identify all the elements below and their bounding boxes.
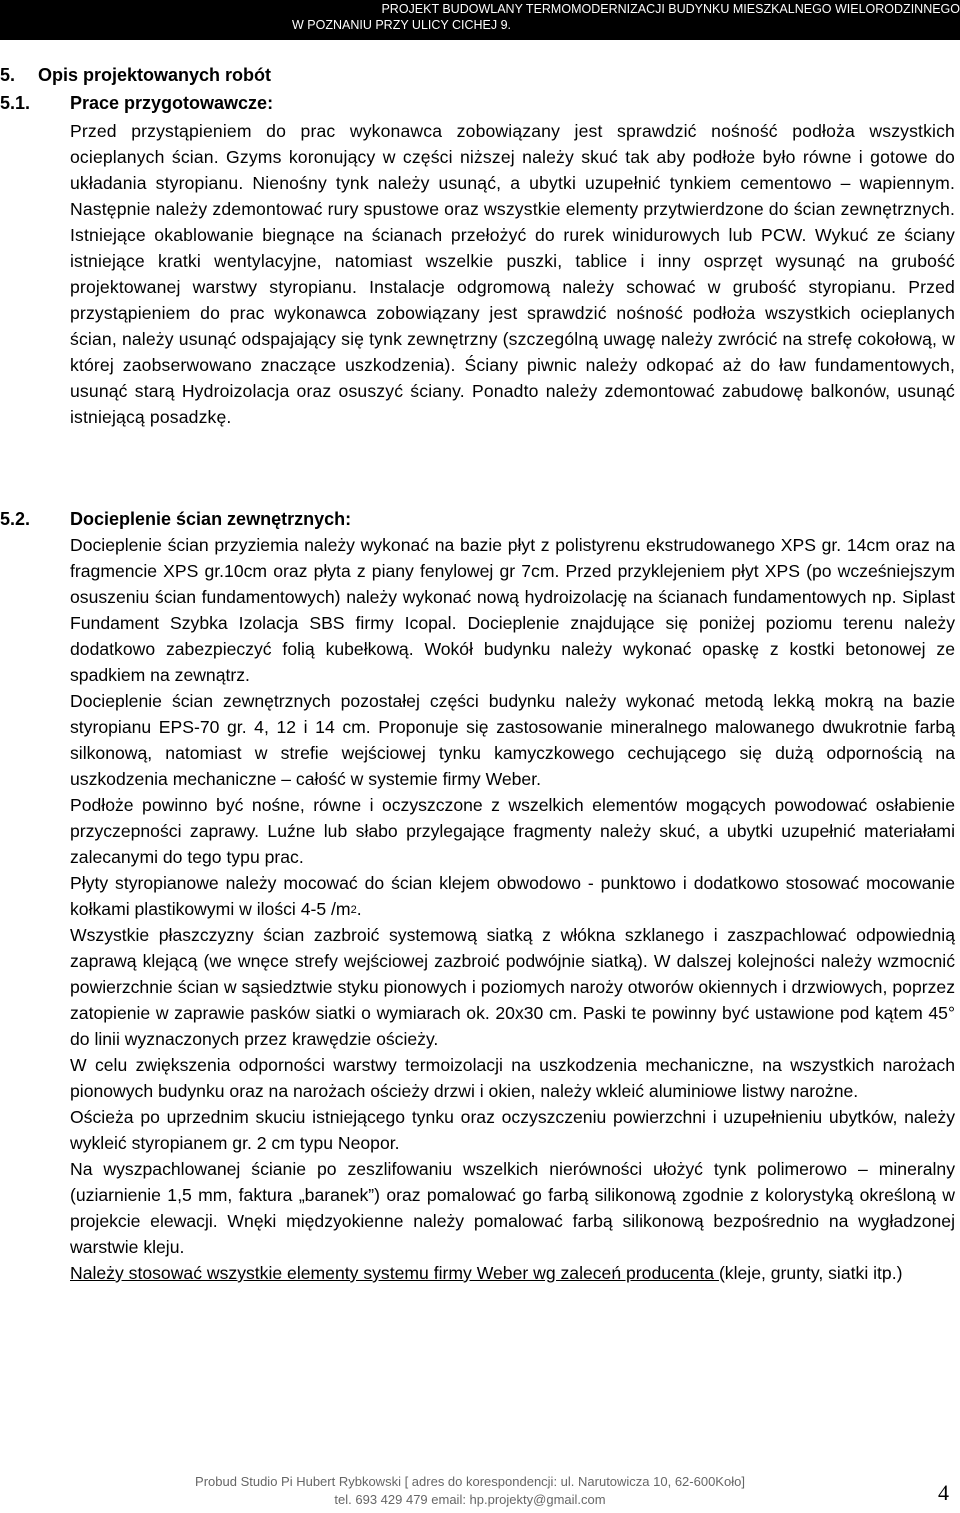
paragraph-5-1 [70,118,955,430]
footer-address: Probud Studio Pi Hubert Rybkowski [ adres do korespondencji: ul. Narutowicza 10, 62-600Koło] [195,1474,745,1489]
header-line-1: PROJEKT BUDOWLANY TERMOMODERNIZACJI BUDYNKU MIESZKALNEGO WIELORODZINNEGO [381,2,960,16]
paragraph-1: Docieplenie ścian przyziemia należy wykonać na bazie płyt z polistyrenu ekstrudowanego XPS gr. 14cm oraz na fragmencie XPS gr.10cm oraz płyta z piany fenylowej gr 7cm. Przed przyklejeniem płyt XPS (po wcześniejszym osuszeniu ścian fundamentowych) należy wykonać nową hydroizolację na ścianach fundamentowych np. Siplast Fundament Szybka Izolacja SBS firmy Icopal. Docieplenie znajdujące się poniżej poziomu terenu należy dodatkowo zabezpieczyć folią kubełkową. Wokół budynku należy wykonać opaskę z kostki betonowej ze spadkiem na zewnątrz. [70,535,955,685]
paragraph-4-end: . [356,899,362,919]
paragraph-5: Wszystkie płaszczyzny ścian zazbroić systemową siatką z włókna szklanego i zaszpachlować odpowiednią zaprawą klejącą (we wnęce strefy wejściowej zazbroić podwójnie siatką). W dalszej kolejności należy wzmocnić powierzchnie ścian w sąsiedztwie styku pionowych i poziomych naroży otworów okiennych i drzwiowych, poprzez zatopienie w zaprawie pasków siatki o wymiarach ok. 20x30 cm. Paski te powinny być ustawione pod kątem 45° do linii wyznaczonych przez krawędzie ościeży. [70,925,955,1049]
section-title: Opis projektowanych robót [38,65,272,85]
superscript: 2 [350,904,357,916]
underlined-instruction: Należy stosować wszystkie elementy systemu firmy Weber wg zaleceń producenta [70,1263,719,1283]
paragraph-6: W celu zwiększenia odporności warstwy termoizolacji na uszkodzenia mechaniczne, na wszystkich narożach pionowych budynku oraz na narożach ościeży drzwi i okien, należy wkleić aluminiowe listwy narożne. [70,1055,955,1101]
paragraph-8: Na wyszpachlowanej ścianie po zeszlifowaniu wszelkich nierówności ułożyć tynk polimerowo – mineralny (uziarnienie 1,5 mm, faktura „baranek”) oraz pomalować go farbą silikonową zgodnie z kolorystyką określoną w projekcie elewacji. Wnęki międzyokienne należy pomalować farbą silikonową bezpośrednio na wygładzonej warstwie kleju. [70,1159,955,1257]
subsection-heading-5-1 [0,90,273,116]
section-number: 5. [0,65,16,85]
paragraph-7: Ościeża po uprzednim skuciu istniejącego tynku oraz oczyszczeniu powierzchni i uzupełnieniu ubytków, należy wykleić styropianem gr. 2 cm typu Neopor. [70,1107,955,1153]
paragraph-4 [70,870,955,922]
paragraph-9-rest: (kleje, grunty, siatki itp.) [718,1263,903,1283]
page-number: 4 [938,1480,949,1505]
subsection-number-5-2: 5.2. [0,509,31,529]
subsection-title-5-1: Prace przygotowawcze: [70,93,274,113]
paragraph-text: Przed przystąpieniem do prac wykonawca zobowiązany jest sprawdzić nośność podłoża wszystkich ocieplanych ścian. Gzyms koronujący w części niższej należy skuć tak aby podłoże było równe i gotowe do układania styropianu. Nienośny tynk należy usunąć, a ubytki uzupełnić tynkiem cementowo – wapiennym. Następnie należy zdemontować rury spustowe oraz wszystkie elementy przytwierdzone do ścian zewnętrznych. Istniejące okablowanie biegnące na ścianach przełożyć do rurek winidurowych lub PCW. Wykuć ze ściany istniejące kratki wentylacyjne, natomiast wszelkie puszki, tablice i inny osprzęt wysunąć na grubość projektowanej warstwy styropianu. Instalacje odgromową należy schować w grubość styropianu. Przed przystąpieniem do prac wykonawca zobowiązany jest sprawdzić nośność podłoża wszystkich ocieplanych ścian, należy usunąć odspajający się tynk zewnętrzny (szczególną uwagę należy zwrócić na strefę cokołową, w której zaobserwowano znaczące uszkodzenia). Ściany piwnic należy odkopać aż do ław fundamentowych, usunąć starą Hydroizolacja oraz osuszyć ściany. Ponadto należy zdemontować zabudowę balkonów, usunąć istniejącą posadzkę. [70,121,955,427]
footer-contact: tel. 693 429 479 email: hp.projekty@gmail.com [334,1492,606,1507]
subsection-heading-5-2 [0,506,351,532]
subsection-number-5-1: 5.1. [0,93,31,113]
section-heading [0,62,271,88]
paragraph-3: Podłoże powinno być nośne, równe i oczyszczone z wszelkich elementów mogących powodować osłabienie przyczepności zaprawy. Luźne lub słabo przylegające fragmenty należy skuć, a ubytki uzupełnić materiałami zalecanymi do tego typu prac. [70,795,955,867]
subsection-title-5-2: Docieplenie ścian zewnętrznych: [70,509,352,529]
paragraph-2: Docieplenie ścian zewnętrznych pozostałej części budynku należy wykonać metodą lekką mokrą na bazie styropianu EPS-70 gr. 4, 12 i 14 cm. Proponuje się zastosowanie mineralnego malowanego dwukrotnie farbą silkonową, natomiast w strefie wejściowej tynku kamyczkowego cechującego się dużą odpornością na uszkodzenia mechaniczne – całość w systemie firmy Weber. [70,691,955,789]
paragraph-4-text: Płyty styropianowe należy mocować do ścian klejem obwodowo - punktowo i dodatkowo stosować mocowanie kołkami plastikowymi w ilości 4-5 /m [70,873,955,919]
page-header [0,0,960,40]
header-line-2: W POZNANIU PRZY ULICY CICHEJ 9. [292,18,512,32]
paragraph-9 [70,1260,955,1286]
page-footer [0,1470,960,1510]
section-5-2-body [70,532,955,1286]
